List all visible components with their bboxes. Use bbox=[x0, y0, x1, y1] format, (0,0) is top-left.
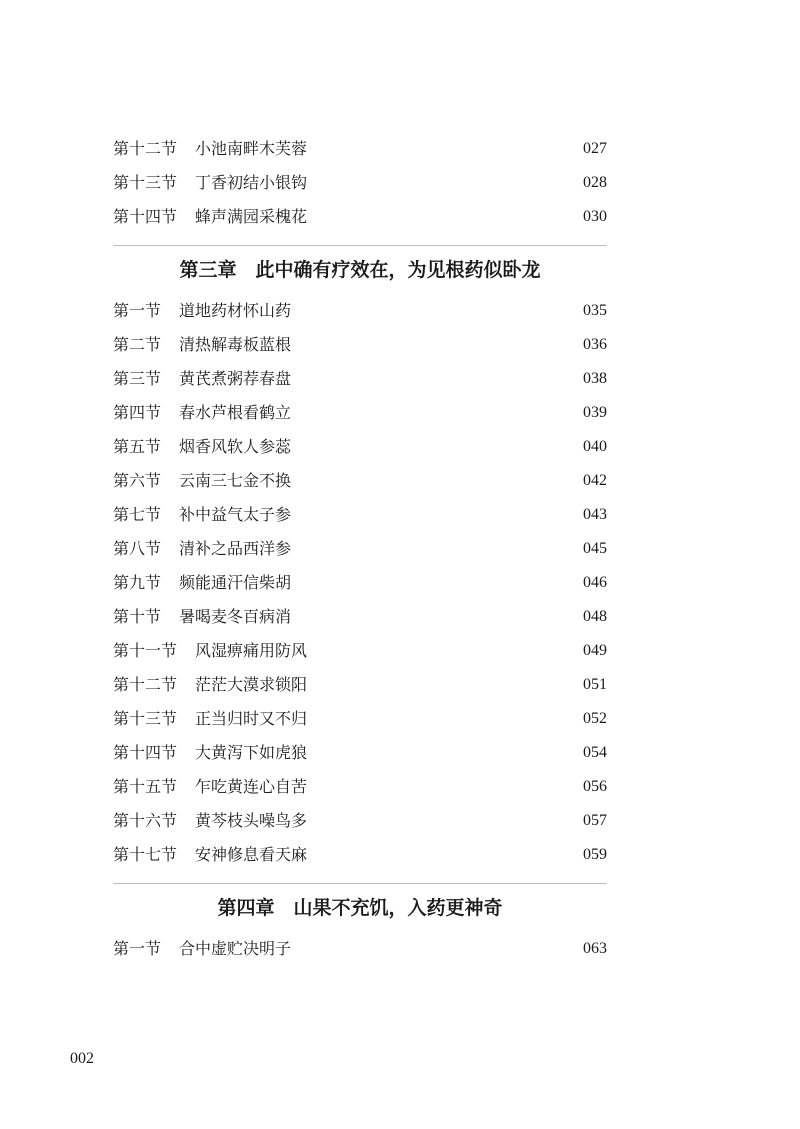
toc-entry[interactable] bbox=[113, 294, 607, 328]
toc-entry[interactable] bbox=[113, 132, 607, 166]
chapter-3 bbox=[113, 245, 607, 872]
section-title: 安神修息看天麻 bbox=[195, 845, 308, 864]
section-title: 春水芦根看鹤立 bbox=[179, 403, 292, 422]
toc-group-continued bbox=[113, 132, 607, 234]
page-ref: 048 bbox=[583, 608, 607, 625]
page-ref: 063 bbox=[583, 940, 607, 957]
section-title: 烟香风软人参蕊 bbox=[179, 437, 292, 456]
page-ref: 040 bbox=[583, 438, 607, 455]
page-number: 002 bbox=[70, 1050, 94, 1067]
section-title: 小池南畔木芙蓉 bbox=[195, 139, 308, 158]
page-ref: 046 bbox=[583, 574, 607, 591]
section-number: 第十四节 bbox=[113, 207, 178, 226]
section-title: 风湿痹痛用防风 bbox=[195, 641, 308, 660]
page-ref: 043 bbox=[583, 506, 607, 523]
section-title: 云南三七金不换 bbox=[179, 471, 292, 490]
section-number: 第九节 bbox=[113, 573, 162, 592]
toc-entry[interactable] bbox=[113, 566, 607, 600]
page-ref: 057 bbox=[583, 812, 607, 829]
page-ref: 059 bbox=[583, 846, 607, 863]
section-number: 第十六节 bbox=[113, 811, 178, 830]
page-ref: 054 bbox=[583, 744, 607, 761]
section-number: 第十四节 bbox=[113, 743, 178, 762]
chapter-4 bbox=[113, 883, 607, 966]
section-number: 第十三节 bbox=[113, 173, 178, 192]
page-ref: 027 bbox=[583, 140, 607, 157]
page-ref: 049 bbox=[583, 642, 607, 659]
toc-entry[interactable] bbox=[113, 396, 607, 430]
section-number: 第十二节 bbox=[113, 675, 178, 694]
toc-entry[interactable] bbox=[113, 166, 607, 200]
chapter-3-sections bbox=[113, 294, 607, 872]
section-title: 黄芪煮粥荐春盘 bbox=[179, 369, 292, 388]
toc-entry[interactable] bbox=[113, 668, 607, 702]
section-number: 第三节 bbox=[113, 369, 162, 388]
section-number: 第七节 bbox=[113, 505, 162, 524]
section-title: 茫茫大漠求锁阳 bbox=[195, 675, 308, 694]
section-number: 第二节 bbox=[113, 335, 162, 354]
table-of-contents bbox=[113, 132, 607, 966]
page-ref: 051 bbox=[583, 676, 607, 693]
section-title: 正当归时又不归 bbox=[195, 709, 308, 728]
chapter-title: 第三章 此中确有疗效在，为见根药似卧龙 bbox=[179, 259, 541, 281]
section-title: 合中虚贮决明子 bbox=[179, 939, 292, 958]
section-number: 第五节 bbox=[113, 437, 162, 456]
toc-entry[interactable] bbox=[113, 200, 607, 234]
section-title: 清补之品西洋参 bbox=[179, 539, 292, 558]
toc-entry[interactable] bbox=[113, 736, 607, 770]
section-number: 第一节 bbox=[113, 939, 162, 958]
page-ref: 042 bbox=[583, 472, 607, 489]
section-number: 第十五节 bbox=[113, 777, 178, 796]
section-title: 清热解毒板蓝根 bbox=[179, 335, 292, 354]
page-ref: 039 bbox=[583, 404, 607, 421]
toc-entry[interactable] bbox=[113, 532, 607, 566]
section-title: 补中益气太子参 bbox=[179, 505, 292, 524]
toc-entry[interactable] bbox=[113, 770, 607, 804]
section-number: 第十一节 bbox=[113, 641, 178, 660]
section-number: 第四节 bbox=[113, 403, 162, 422]
toc-entry[interactable] bbox=[113, 430, 607, 464]
section-number: 第十七节 bbox=[113, 845, 178, 864]
section-number: 第一节 bbox=[113, 301, 162, 320]
section-title: 丁香初结小银钩 bbox=[195, 173, 308, 192]
section-number: 第十节 bbox=[113, 607, 162, 626]
toc-entry[interactable] bbox=[113, 804, 607, 838]
section-title: 频能通汗信柴胡 bbox=[179, 573, 292, 592]
toc-entry[interactable] bbox=[113, 600, 607, 634]
section-title: 乍吃黄连心自苦 bbox=[195, 777, 308, 796]
toc-entry[interactable] bbox=[113, 932, 607, 966]
section-title: 道地药材怀山药 bbox=[179, 301, 292, 320]
section-number: 第十三节 bbox=[113, 709, 178, 728]
toc-entry[interactable] bbox=[113, 634, 607, 668]
page-ref: 052 bbox=[583, 710, 607, 727]
page-ref: 028 bbox=[583, 174, 607, 191]
toc-entry[interactable] bbox=[113, 838, 607, 872]
page-ref: 056 bbox=[583, 778, 607, 795]
toc-entry[interactable] bbox=[113, 362, 607, 396]
section-title: 大黄泻下如虎狼 bbox=[195, 743, 308, 762]
page-ref: 035 bbox=[583, 302, 607, 319]
toc-entry[interactable] bbox=[113, 328, 607, 362]
toc-entry[interactable] bbox=[113, 498, 607, 532]
section-number: 第八节 bbox=[113, 539, 162, 558]
section-title: 暑喝麦冬百病消 bbox=[179, 607, 292, 626]
page-ref: 030 bbox=[583, 208, 607, 225]
toc-entry[interactable] bbox=[113, 702, 607, 736]
chapter-title: 第四章 山果不充饥，入药更神奇 bbox=[217, 897, 503, 919]
section-title: 蜂声满园采槐花 bbox=[195, 207, 308, 226]
section-number: 第六节 bbox=[113, 471, 162, 490]
page-ref: 045 bbox=[583, 540, 607, 557]
toc-entry[interactable] bbox=[113, 464, 607, 498]
page-ref: 036 bbox=[583, 336, 607, 353]
chapter-4-sections bbox=[113, 932, 607, 966]
section-title: 黄芩枝头噪鸟多 bbox=[195, 811, 308, 830]
page-ref: 038 bbox=[583, 370, 607, 387]
section-number: 第十二节 bbox=[113, 139, 178, 158]
